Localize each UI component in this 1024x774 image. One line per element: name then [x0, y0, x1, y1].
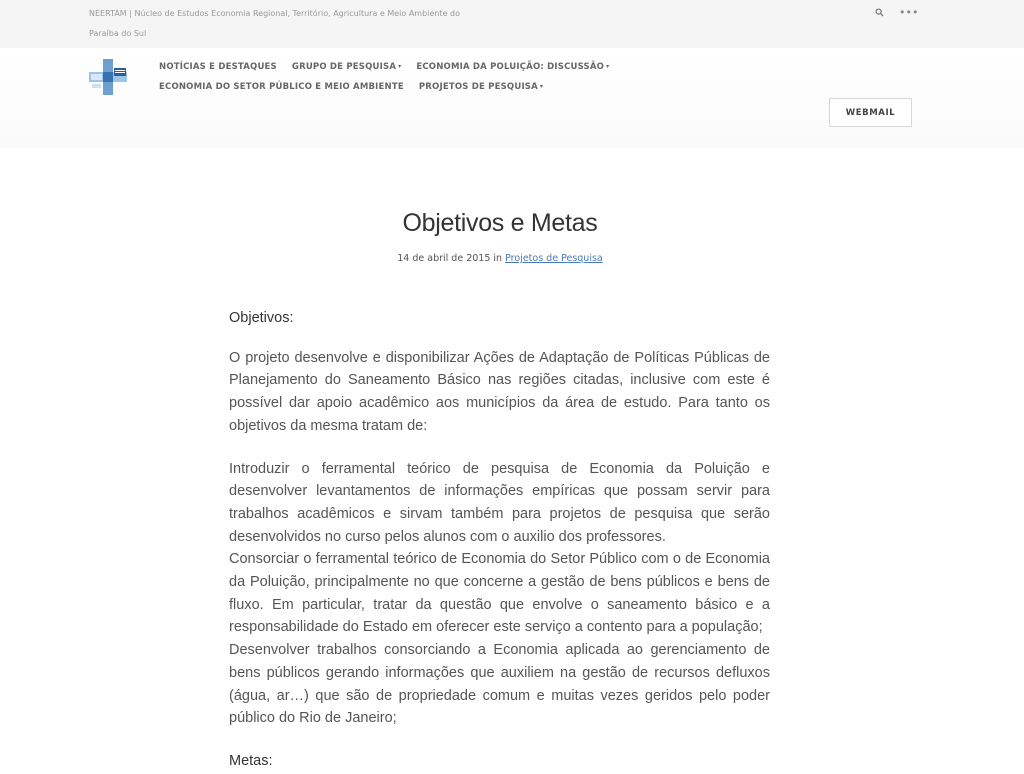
caret-down-icon: ▾ — [398, 63, 402, 70]
webmail-button[interactable]: WEBMAIL — [829, 98, 912, 127]
post-date: 14 de abril de 2015 — [397, 253, 491, 264]
nav-item-projetos-de-pesquisa[interactable]: PROJETOS DE PESQUISA ▾ — [418, 82, 544, 92]
category-link[interactable]: Projetos de Pesquisa — [505, 253, 603, 264]
main-nav — [159, 57, 829, 97]
site-logo[interactable] — [89, 59, 127, 95]
metas-heading: Metas: — [229, 752, 273, 769]
objective-item-2: Consorciar o ferramental teórico de Economia do Setor Público com o de Economia da Poluição, principalmente no que concerne a gestão de bens públicos e bens de fluxo. Em particular, tratar da questão que envolve o saneamento básico e a responsabilidade do Estado em oferecer este serviço a contento para a população; — [229, 551, 770, 636]
post-content — [229, 307, 770, 773]
post-meta — [0, 252, 1000, 266]
objective-item-3: Desenvolver trabalhos consorciando a Economia aplicada ao gerenciamento de bens públicos gerando informações que auxiliem na gestão de recursos defluxos (água, ar…) que são de propriedade comum e muitas vezes geridos pelo poder público do Rio de Janeiro; — [229, 642, 770, 727]
page-title: Objetivos e Metas — [402, 209, 598, 237]
post-meta-in: in — [493, 253, 503, 264]
nav-item-grupo-de-pesquisa[interactable]: GRUPO DE PESQUISA ▾ — [291, 62, 402, 72]
top-bar — [0, 0, 1024, 48]
nav-item-economia-da-poluicao[interactable]: ECONOMIA DA POLUIÇÃO: DISCUSSÃO ▾ — [416, 62, 610, 72]
nav-item-economia-setor-publico[interactable]: ECONOMIA DO SETOR PÚBLICO E MEIO AMBIENTE — [159, 82, 404, 92]
caret-down-icon: ▾ — [539, 83, 544, 90]
ellipsis-icon[interactable]: ••• — [899, 6, 919, 19]
nav-item-noticias[interactable]: NOTÍCIAS E DESTAQUES — [159, 62, 277, 72]
site-tagline: NEERTAM | Núcleo de Estudos Economia Regional, Território, Agricultura e Meio Ambiente do Paraíba do Sul — [89, 9, 460, 38]
objetivos-heading: Objetivos: — [229, 310, 294, 326]
objective-item-1: Introduzir o ferramental teórico de pesquisa de Economia da Poluição e desenvolver levantamentos de informações empíricas que possam servir para trabalhos acadêmicos e sirvam também para projetos de pesquisa que serão desenvolvidos no curso pelos alunos com o auxilio dos professores. — [229, 460, 770, 545]
caret-down-icon: ▾ — [606, 63, 610, 70]
intro-paragraph: O projeto desenvolve e disponibilizar Ações de Adaptação de Políticas Públicas de Planejamento do Saneamento Básico nas regiões citadas, inclusive com este é possível dar apoio acadêmico aos municípios da área de estudo. Para tanto os objetivos da mesma tratam de: — [229, 349, 770, 434]
search-icon[interactable] — [875, 8, 884, 17]
site-header — [0, 48, 1024, 148]
